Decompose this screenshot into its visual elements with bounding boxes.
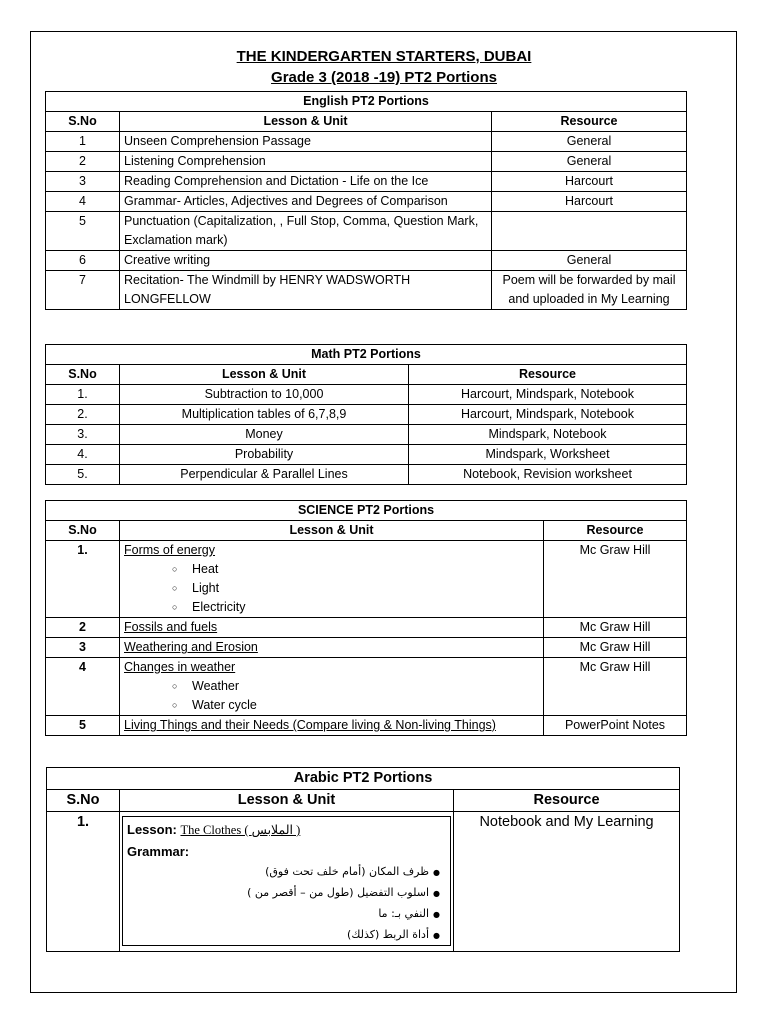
lesson-cell: Unseen Comprehension Passage: [120, 132, 492, 152]
grade-title: Grade 3 (2018 -19) PT2 Portions: [271, 69, 497, 86]
resource-cell: Harcourt: [492, 172, 687, 192]
sub-topic: ○ Weather: [124, 677, 539, 696]
arabic-table: [46, 767, 680, 952]
table-row: [46, 192, 687, 212]
lesson-title: Changes in weather: [124, 660, 236, 674]
lesson-cell: [120, 658, 544, 716]
serial-number: 3: [46, 638, 120, 658]
resource-cell: Mindspark, Worksheet: [409, 445, 687, 465]
column-header: S.No: [46, 521, 120, 541]
serial-number: 6: [46, 251, 120, 271]
lesson-cell: Subtraction to 10,000: [120, 385, 409, 405]
table-row: [46, 425, 687, 445]
math-table: [45, 344, 687, 485]
column-header: Resource: [544, 521, 687, 541]
lesson-cell: Perpendicular & Parallel Lines: [120, 465, 409, 485]
lesson-cell: [120, 618, 544, 638]
column-header: Lesson & Unit: [120, 365, 409, 385]
table-row: [46, 541, 687, 618]
lesson-name: The Clothes ( الملابس ): [180, 823, 301, 837]
lesson-cell: Listening Comprehension: [120, 152, 492, 172]
serial-number: 3.: [46, 425, 120, 445]
lesson-cell: [120, 638, 544, 658]
school-title: THE KINDERGARTEN STARTERS, DUBAI: [236, 48, 532, 65]
sub-topic: ○ Electricity: [124, 598, 539, 617]
table-row: [46, 251, 687, 271]
lesson-title: Weathering and Erosion: [124, 640, 258, 654]
serial-number: 2: [46, 152, 120, 172]
sub-topic: ○ Heat: [124, 560, 539, 579]
serial-number: 1.: [46, 385, 120, 405]
english-rows: [46, 132, 687, 310]
resource-cell: Mc Graw Hill: [544, 638, 687, 658]
lesson-title: Forms of energy: [124, 543, 216, 557]
resource-cell: Harcourt, Mindspark, Notebook: [409, 385, 687, 405]
resource-cell: Harcourt: [492, 192, 687, 212]
resource-cell: Poem will be forwarded by mail and uploaded in My Learning: [492, 271, 687, 310]
table-title: SCIENCE PT2 Portions: [46, 501, 687, 521]
lesson-cell: Grammar- Articles, Adjectives and Degrees of Comparison: [120, 192, 492, 212]
resource-cell: Notebook, Revision worksheet: [409, 465, 687, 485]
column-header: Resource: [454, 790, 680, 812]
table-row: [46, 445, 687, 465]
lesson-cell: Creative writing: [120, 251, 492, 271]
serial-number: 4.: [46, 445, 120, 465]
serial-number: 7: [46, 271, 120, 310]
serial-number: 3: [46, 172, 120, 192]
column-header: S.No: [47, 790, 120, 812]
table-row: [46, 405, 687, 425]
table-row: [46, 385, 687, 405]
lesson-cell: [120, 716, 544, 736]
lesson-cell: Punctuation (Capitalization, , Full Stop, Comma, Question Mark, Exclamation mark): [120, 212, 492, 251]
table-row: [46, 716, 687, 736]
resource-cell: General: [492, 132, 687, 152]
lesson-title: Fossils and fuels: [124, 620, 218, 634]
serial-number: 2: [46, 618, 120, 638]
resource-cell: Mindspark, Notebook: [409, 425, 687, 445]
serial-number: 1: [46, 132, 120, 152]
sub-topic: ○ Light: [124, 579, 539, 598]
table-title: Arabic PT2 Portions: [47, 768, 680, 790]
arabic-lesson-box: [122, 816, 451, 946]
column-header: S.No: [46, 365, 120, 385]
lesson-cell: Money: [120, 425, 409, 445]
serial-number: 1.: [47, 812, 120, 952]
serial-number: 5.: [46, 465, 120, 485]
table-row: [46, 212, 687, 251]
column-header: Lesson & Unit: [120, 521, 544, 541]
serial-number: 1.: [46, 541, 120, 618]
column-header: S.No: [46, 112, 120, 132]
serial-number: 4: [46, 192, 120, 212]
lesson-title: Living Things and their Needs (Compare living & Non-living Things): [124, 718, 496, 732]
table-row: [46, 618, 687, 638]
resource-cell: Mc Graw Hill: [544, 658, 687, 716]
resource-cell: Mc Graw Hill: [544, 618, 687, 638]
serial-number: 5: [46, 212, 120, 251]
table-row: [46, 658, 687, 716]
serial-number: 5: [46, 716, 120, 736]
lesson-cell: [120, 541, 544, 618]
lesson-cell: Recitation- The Windmill by HENRY WADSWORTH LONGFELLOW: [120, 271, 492, 310]
serial-number: 2.: [46, 405, 120, 425]
table-title: English PT2 Portions: [46, 92, 687, 112]
grammar-label: Grammar:: [127, 844, 190, 859]
table-row: [46, 638, 687, 658]
lesson-cell: Reading Comprehension and Dictation - Life on the Ice: [120, 172, 492, 192]
grammar-item: ● النفي بـ: ما: [127, 904, 446, 925]
resource-cell: Notebook and My Learning: [454, 812, 680, 952]
table-row: [46, 465, 687, 485]
science-rows: [46, 541, 687, 736]
lesson-cell: Multiplication tables of 6,7,8,9: [120, 405, 409, 425]
english-table: [45, 91, 687, 310]
column-header: Resource: [492, 112, 687, 132]
lesson-label: Lesson:: [127, 822, 177, 837]
science-table: [45, 500, 687, 736]
math-rows: [46, 385, 687, 485]
grammar-item: ● ظرف المكان (أمام خلف تحت فوق): [127, 862, 446, 883]
serial-number: 4: [46, 658, 120, 716]
resource-cell: [492, 212, 687, 251]
grammar-item: ● اسلوب التفضيل (طول من – أقصر من ): [127, 883, 446, 904]
table-row: [46, 152, 687, 172]
column-header: Resource: [409, 365, 687, 385]
lesson-line: [127, 819, 446, 841]
grammar-item: ● أداة الربط (كذلك): [127, 925, 446, 946]
table-row: [47, 812, 680, 952]
resource-cell: General: [492, 152, 687, 172]
table-row: [46, 172, 687, 192]
sub-topic: ○ Water cycle: [124, 696, 539, 715]
table-row: [46, 271, 687, 310]
resource-cell: Mc Graw Hill: [544, 541, 687, 618]
lesson-cell: [120, 812, 454, 952]
column-header: Lesson & Unit: [120, 790, 454, 812]
resource-cell: Harcourt, Mindspark, Notebook: [409, 405, 687, 425]
lesson-cell: Probability: [120, 445, 409, 465]
resource-cell: PowerPoint Notes: [544, 716, 687, 736]
resource-cell: General: [492, 251, 687, 271]
table-title: Math PT2 Portions: [46, 345, 687, 365]
table-row: [46, 132, 687, 152]
column-header: Lesson & Unit: [120, 112, 492, 132]
